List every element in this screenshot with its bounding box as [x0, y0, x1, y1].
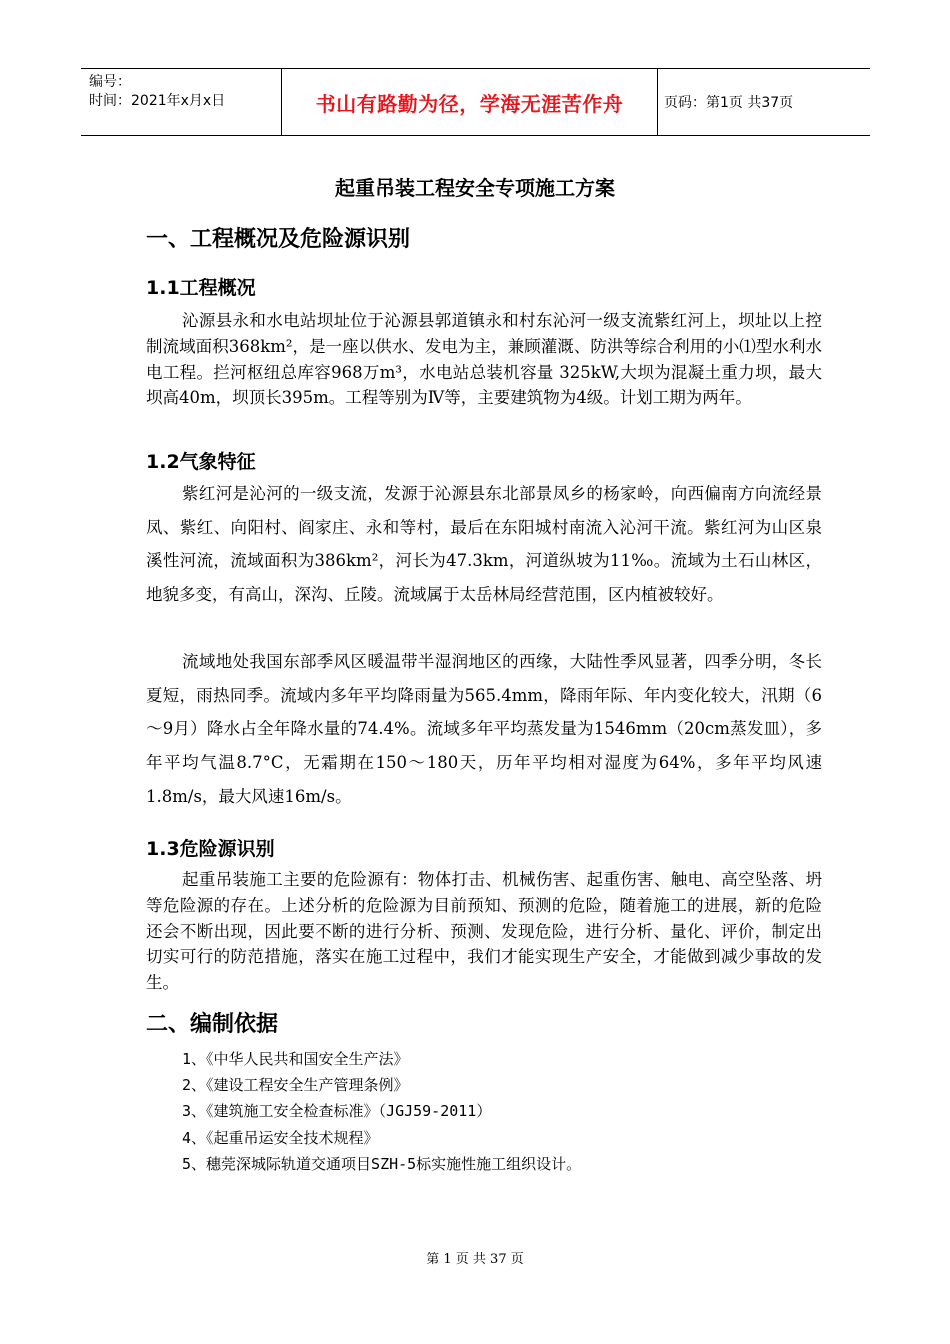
- header-motto: 书山有路勤为径，学海无涯苦作舟: [282, 69, 658, 135]
- basis-item: 3、《建筑施工安全检查标准》（JGJ59-2011）: [182, 1102, 492, 1121]
- basis-list: [182, 1046, 581, 1177]
- section-1-2-heading: 1.2气象特征: [146, 451, 256, 473]
- basis-item: 2、《建设工程安全生产管理条例》: [182, 1076, 409, 1095]
- document-title: 起重吊装工程安全专项施工方案: [335, 176, 615, 200]
- header-table: [81, 68, 870, 136]
- section-1-heading: 一、工程概况及危险源识别: [146, 227, 411, 252]
- number-label: 编号：: [89, 74, 131, 90]
- basis-item: 1、《中华人民共和国安全生产法》: [182, 1050, 409, 1068]
- section-1-3-text: 起重吊装施工主要的危险源有：物体打击、机械伤害、起重伤害、触电、高空坠落、坍等危险源的存在。上述分析的危险源为目前预知、预测的危险，随着施工的进展，新的危险还会不断出现，因此要不断的进行分析、预测、发现危险，进行分析、量化、评价，制定出切实可行的防范措施，落实在施工过程中，我们才能实现生产安全，才能做到减少事故的发生。: [146, 870, 822, 993]
- time-label: 时间：2021年x月x日: [89, 93, 226, 109]
- section-1-1-text: 沁源县永和水电站坝址位于沁源县郭道镇永和村东沁河一级支流紫红河上，坝址以上控制流域面积368km²，是一座以供水、发电为主，兼顾灌溉、防洪等综合利用的小⑴型水利水电工程。拦河枢纽总库容968万m³，水电站总装机容量 325kW,大坝为混凝土重力坝，最大坝高40m，坝顶长395m。工程等别为Ⅳ等，主要建筑物为4级。计划工期为两年。: [146, 311, 822, 408]
- section-1-2-text-1: 紫红河是沁河的一级支流，发源于沁源县东北部景凤乡的杨家岭，向西偏南方向流经景凤、紫红、向阳村、阎家庄、永和等村，最后在东阳城村南流入沁河干流。紫红河为山区泉溪性河流，流域面积为386km²，河长为47.3km，河道纵坡为11‰。流域为土石山林区，地貌多变，有高山，深沟、丘陵。流域属于太岳林局经营范围，区内植被较好。: [146, 484, 822, 605]
- header-page-info: 页码：第1页 共37页: [664, 95, 794, 111]
- section-1-3-heading: 1.3危险源识别: [146, 838, 275, 860]
- basis-item: 4、《起重吊运安全技术规程》: [182, 1128, 379, 1147]
- page-footer: 第 1 页 共 37 页: [426, 1252, 524, 1267]
- section-1-2-text-2: 流域地处我国东部季风区暖温带半湿润地区的西缘，大陆性季风显著，四季分明，冬长夏短，雨热同季。流域内多年平均降雨量为565.4mm，降雨年际、年内变化较大，汛期（6～9月）降水占全年降水量的74.4%。流域多年平均蒸发量为1546mm（20cm蒸发皿），多年平均气温8.7°C，无霜期在150～180天，历年平均相对湿度为64%，多年平均风速1.8m/s，最大风速16m/s。: [146, 652, 822, 806]
- header-meta-cell: [81, 69, 282, 135]
- section-2-heading: 二、编制依据: [146, 1012, 279, 1037]
- basis-item: 5、穗莞深城际轨道交通项目SZH-5标实施性施工组织设计。: [182, 1154, 582, 1173]
- section-1-1-heading: 1.1工程概况: [146, 277, 256, 299]
